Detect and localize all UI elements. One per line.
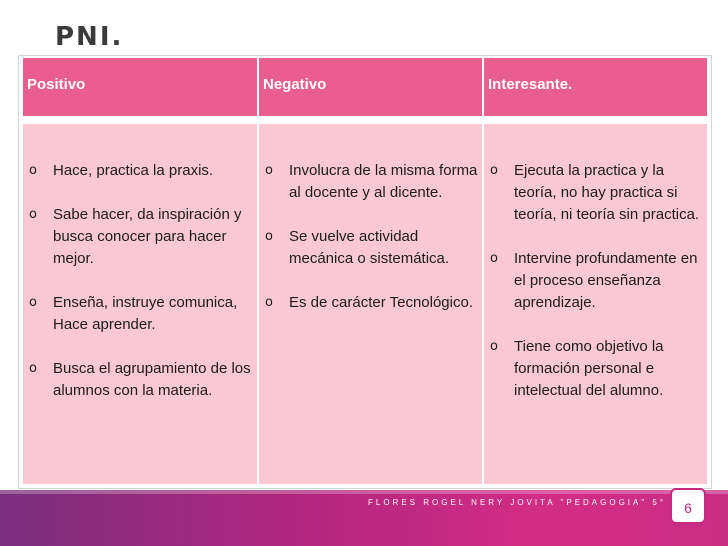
footer-author: FLORES ROGEL NERY JOVITA "PEDAGOGIA" 5° [368,498,667,507]
list-item: o Enseña, instruye comunica, Hace aprender. [29,294,238,333]
list-item: o Sabe hacer, da inspiración y busca conocer para hacer mejor. [29,206,242,267]
bullet-icon: o [490,251,498,266]
list-item: o Involucra de la misma forma al docente y al dicente. [265,162,478,201]
page-number-badge: 6 [670,488,706,524]
list-item: o Es de carácter Tecnológico. [262,292,479,314]
list-item: o Hace, practica la praxis. [26,160,254,182]
list-item: o Intervine profundamente en el proceso enseñanza aprendizaje. [490,250,698,311]
list-item: o Ejecuta la practica y la teoría, no hay practica si teoría, ni teoría sin practica. [490,162,700,223]
bullet-icon: o [29,361,37,376]
content-row [23,120,707,484]
list-negativo [262,160,479,314]
header-interesante: Interesante. [483,58,707,120]
list-item: o Se vuelve actividad mecánica o sistemática. [265,228,450,267]
bullet-icon: o [265,163,273,178]
cell-interesante [483,120,707,484]
bullet-icon: o [490,339,498,354]
header-row [23,58,707,120]
bullet-icon: o [490,163,498,178]
bullet-icon: o [29,163,37,178]
bullet-icon: o [265,295,273,310]
cell-positivo [23,120,258,484]
pni-table [23,58,707,484]
bullet-icon: o [29,295,37,310]
list-positivo [26,160,254,402]
header-positivo: Positivo [23,58,258,120]
list-item: o Busca el agrupamiento de los alumnos con la materia. [29,360,251,399]
list-item: o Tiene como objetivo la formación personal e intelectual del alumno. [490,338,664,399]
bullet-icon: o [265,229,273,244]
list-interesante [487,160,704,402]
header-negativo: Negativo [258,58,483,120]
cell-negativo [258,120,483,484]
bullet-icon: o [29,207,37,222]
slide-title: PNI. [55,22,124,52]
